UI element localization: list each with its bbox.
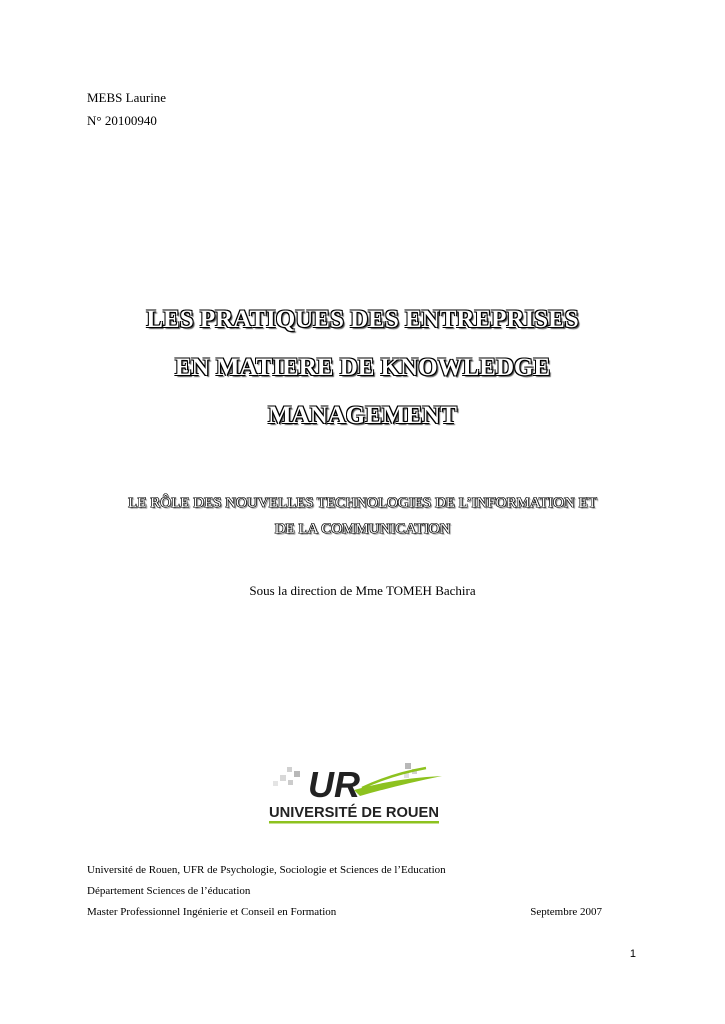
student-number: N° 20100940 (87, 113, 157, 128)
logo-square (287, 767, 292, 772)
subtitle-line-1: LE RÔLE DES NOUVELLES TECHNOLOGIES DE L’INFORMATION ET (128, 495, 597, 511)
author-block (87, 86, 166, 132)
logo-wordmark: UNIVERSITÉ DE ROUEN (269, 805, 437, 821)
footer-row-program (87, 902, 602, 923)
logo-monogram: UR (308, 764, 360, 805)
author-name: MEBS Laurine (87, 90, 167, 105)
title-line-3: MANAGEMENT (268, 402, 457, 429)
logo-underline (269, 821, 439, 824)
footer-line-department: Département Sciences de l’éducation (87, 885, 251, 897)
university-logo (266, 758, 446, 826)
title-line-1: LES PRATIQUES DES ENTREPRISES (146, 306, 579, 333)
logo-square (288, 780, 293, 785)
university-logo-graphic (266, 758, 446, 826)
logo-square (405, 763, 411, 769)
document-title (40, 296, 685, 440)
logo-square (294, 771, 300, 777)
subtitle-line-2: DE LA COMMUNICATION (274, 521, 451, 537)
supervisor-line: Sous la direction de Mme TOMEH Bachira (249, 583, 476, 598)
logo-square (280, 775, 286, 781)
page-number: 1 (629, 948, 636, 960)
footer-line-program: Master Professionnel Ingénierie et Conseil en Formation (87, 906, 337, 918)
footer-date: Septembre 2007 (530, 906, 602, 918)
title-line-2: EN MATIERE DE KNOWLEDGE (174, 354, 551, 381)
document-subtitle (40, 490, 685, 542)
footer-block (87, 860, 602, 923)
logo-square (273, 781, 278, 786)
footer-line-university: Université de Rouen, UFR de Psychologie, Sociologie et Sciences de l’Education (87, 864, 446, 876)
